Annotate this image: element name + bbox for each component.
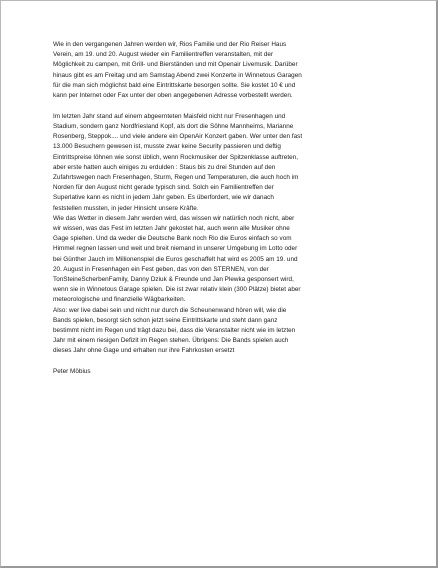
text-line: Rosenberg, Steppok.... und viele andere ein OpenAir Konzert gaben. Wer unter den fast (53, 133, 303, 141)
text-line: Superlative kann es nicht in jedem Jahr geben. Es überfordert, wie wir danach (53, 194, 274, 202)
text-line: TonSteineScherbenFamily, Danny Dziuk & Freunde und Jan Plewka gesponsert wird, (53, 275, 294, 283)
text-line: dieses Jahr ohne Gage und erhalten nur ihre Fahrkosten ersetzt (53, 347, 235, 355)
text-line: meteorologische und finanzielle Wägbarkeiten. (53, 296, 186, 304)
text-line: wenn sie in Winnetous Garage spielen. Die ist zwar relativ klein (300 Plätze) bietet aber (53, 286, 301, 294)
text-line: Möglichkeit zu campen, mit Grill- und Bierständen und mit Openair Livemusik. Darüber (53, 61, 298, 69)
text-line: 13.000 Besuchern gewesen ist, musste zwar keine Security passieren und deftig (53, 143, 281, 151)
text-line: Wie in den vergangenen Jahren werden wir, Rios Familie und der Rio Reiser Haus (53, 41, 287, 48)
text-line: Himmel regnen lassen und weit und breit niemand in unserer Umgebung im Lotto oder (53, 245, 298, 253)
paragraph-gap (53, 101, 393, 112)
text-line: 20. August in Fresenhagen ein Fest geben, das von den STERNEN, von der (53, 265, 269, 273)
text-line: bestimmt nicht im Regen und trägt dazu bei, dass die Veranstalter nicht wie im letzten (53, 326, 296, 334)
paragraph-intro (53, 40, 393, 101)
text-line: Gage spielten. Und da weder die Deutsche Bank noch Rio die Euros einfach so vom (53, 235, 292, 243)
text-line: Im letzten Jahr stand auf einem abgeernteten Maisfeld nicht nur Fresenhagen und (53, 112, 286, 120)
text-line: Zufahrtswegen nach Fresenhagen, Sturm, Regen und Temperaturen, die auch hoch im (53, 173, 299, 181)
text-line: Norden für den August nicht gerade typisch sind. Solch ein Familientreffen der (53, 184, 274, 192)
text-line: für die man sich möglichst bald eine Eintrittskarte besorgen sollte. Sie kostet 10 € und (53, 81, 296, 89)
text-line: bei Günther Jauch im Millionenspiel die Euros geschaffelt hat wird es 2005 am 19. und (53, 255, 298, 263)
document-body (53, 40, 393, 377)
text-line: feststellen mussten, in jeder Hinsicht unsere Kräfte. (53, 204, 199, 212)
text-line: aber erste hatten auch einiges zu erdulden : Staus bis zu drei Stunden auf den (53, 163, 276, 171)
text-line: Jahr mit einem riesigen Defizit im Regen stehen. Übrigens: Die Bands spielen auch (53, 337, 289, 345)
text-line: Bands spielen, besorgt sich schon jetzt seine Eintrittskarte und steht dann ganz (53, 316, 278, 324)
text-line: kann per Internet oder Fax unter der oben angegebenen Adresse vorbestellt werden. (53, 92, 293, 100)
text-line: hinaus gibt es am Freitag und am Samstag Abend zwei Konzerte in Winnetous Garagen (53, 71, 302, 79)
text-line: wir wissen, was das Fest im letzten Jahr gekostet hat, auch wenn alle Musiker ohne (53, 224, 290, 232)
signature: Peter Möbius (53, 368, 91, 376)
text-line: Verein, am 19. und 20. August wieder ein Familientreffen veranstalten, mit der (53, 51, 274, 59)
text-line: Also: wer live dabei sein und nicht nur durch die Scheunenwand hören will, wie die (53, 306, 287, 314)
text-line: Stadium, sondern ganz Nordfriesland Kopf, als dort die Söhne Mannheims, Marianne (53, 122, 294, 130)
paragraph-main (53, 112, 393, 357)
text-line: Wie das Wetter in diesem Jahr werden wird, das wissen wir natürlich noch nicht, aber (53, 214, 295, 222)
text-line: Eintrittspreise löhnen wie sonst üblich, wenn Rockmusiker der Spitzenklasse auftreten, (53, 153, 299, 161)
